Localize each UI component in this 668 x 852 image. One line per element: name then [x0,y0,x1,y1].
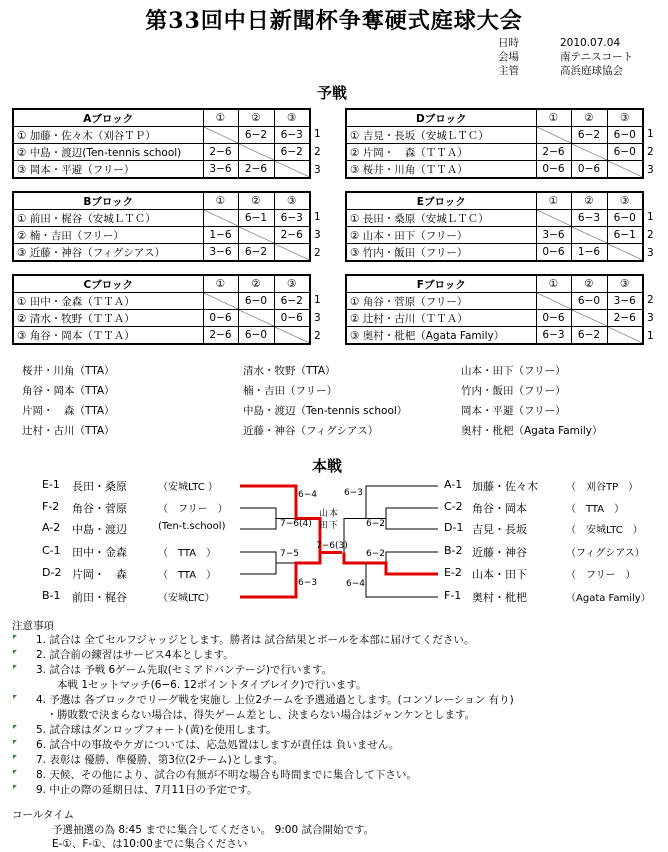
self-match-cell [203,293,238,310]
bracket-club: （安城LTC ） [158,482,218,493]
block-name: Bブロック [13,192,203,210]
self-match-cell [607,327,643,345]
group-entry: 辻村・古川（TTA） [22,425,115,437]
match-score: 2−6 [607,310,643,327]
champion-char: 田 [319,521,329,531]
block-name: Aブロック [13,109,203,127]
bracket-line [240,552,276,563]
bracket-player: 長田・桑原 [72,480,127,493]
call-title: コールタイム [12,809,75,821]
block-table [12,191,311,262]
match-score: 6−3 [274,127,310,144]
table-row [13,293,310,310]
match-score: 0−6 [536,310,571,327]
group-entry: 近藤・神谷（フィグシアス） [243,425,379,437]
team-name: ① 長田・桑原（安城ＬＴＣ） [346,210,536,227]
bracket-player: 角谷・岡本 [472,502,527,515]
col-header: ① [203,275,238,293]
block-name: Cブロック [13,275,203,293]
col-header: ③ [274,109,310,127]
team-name: ③ 角谷・岡本（ＴＴＡ） [13,327,203,345]
match-score: 1−6 [571,244,607,262]
group-entry: 中島・渡辺（Ten-tennis school） [243,405,408,417]
bracket-club: （ 刈谷TP ） [566,482,639,493]
table-row [13,161,310,179]
block-table [345,191,644,262]
note-line: ・勝敗数で決まらない場合は、得失ゲーム差とし、決まらない場合はジャンケンとします。 [36,709,476,721]
match-score: 6−2 [571,327,607,345]
block-rank: 1 [314,211,321,223]
bracket-score: 7−6(3) [316,541,348,551]
note-line: 2. 試合前の練習はサービス4本とします。 [36,649,234,661]
match-score: 0−6 [274,310,310,327]
team-name: ③ 奥村・枇杷（Agata Family） [346,327,536,345]
prelim-heading: 予戦 [317,84,348,102]
self-match-cell [238,310,274,327]
match-score: 6−3 [274,210,310,227]
bracket-seed: D-1 [444,521,464,534]
col-header: ② [238,109,274,127]
team-name: ① 前田・梶谷（安城ＬＴＣ） [13,210,203,227]
table-row [346,293,643,310]
match-score: 6−0 [607,144,643,161]
table-row [13,127,310,144]
block-table [345,274,644,345]
bracket-score: 6−4 [298,490,317,500]
table-row [13,310,310,327]
match-score: 6−3 [571,210,607,227]
match-score: 2−6 [536,144,571,161]
team-name: ② 山本・田下（フリー） [346,227,536,244]
note-mark-icon [13,770,17,774]
champion-char: 山 [319,509,329,519]
match-score: 3−6 [536,227,571,244]
bracket-seed: C-1 [42,544,61,557]
block-rank: 3 [647,164,654,176]
group-entry: 山本・田下（フリー） [461,365,566,377]
meta-value: 南テニスコート [560,51,634,63]
self-match-cell [238,227,274,244]
team-name: ③ 岡本・平避（フリー） [13,161,203,179]
col-header: ③ [607,192,643,210]
match-score: 3−6 [203,244,238,262]
match-score: 6−1 [607,227,643,244]
col-header: ① [536,109,571,127]
bracket-player: 加藤・佐々木 [472,480,538,493]
bracket-score: 7−6(4) [280,519,312,529]
meta-label: 日時 [498,37,519,49]
block-rank: 2 [647,229,654,241]
col-header: ② [238,192,274,210]
bracket-seed: B-1 [42,589,61,602]
self-match-cell [536,293,571,310]
meta-label: 会場 [498,51,519,63]
match-score: 3−6 [203,161,238,179]
call-line: E-①、F-①、は10:00までに集合ください [52,838,248,850]
block-rank: 1 [647,211,654,223]
match-score: 6−2 [238,127,274,144]
self-match-cell [536,127,571,144]
team-name: ② 片岡・ 森（ＴＴＡ） [346,144,536,161]
block-table [12,274,311,345]
bracket-club: （ TTA ） [158,570,217,581]
match-score: 6−0 [238,293,274,310]
self-match-cell [607,244,643,262]
table-row [13,327,310,345]
bracket-line [344,553,366,564]
block-name: Fブロック [346,275,536,293]
match-score: 6−0 [571,293,607,310]
team-name: ① 田中・金森（ＴＴＡ） [13,293,203,310]
note-mark-icon [13,755,17,759]
col-header: ② [571,109,607,127]
block-rank: 3 [647,247,654,259]
bracket-player: 田中・金森 [72,546,127,559]
note-line: 7. 表彰は 優勝、準優勝、第3位(2チーム)とします。 [36,754,284,766]
team-name: ② 辻村・古川（ＴＴＡ） [346,310,536,327]
match-score: 6−2 [274,144,310,161]
block-rank: 1 [647,330,654,342]
self-match-cell [274,327,310,345]
bracket-seed: F-2 [42,500,60,513]
bracket-line [240,486,296,513]
bracket-player: 前田・梶谷 [72,591,127,604]
note-line: 5. 試合球はダンロップフォート(黄)を使用します。 [36,724,277,736]
champion-char: 本 [329,509,339,519]
bracket-score: 6−2 [366,549,385,559]
bracket-club: （Agata Family） [566,593,651,604]
bracket-seed: B-2 [444,544,463,557]
col-header: ② [238,275,274,293]
group-entry: 岡本・平避（フリー） [461,405,566,417]
bracket-club: (Ten-t.school) [158,521,226,532]
note-line: 1. 試合は 全てセルフジャッジとします。勝者は 試合結果とボールを本部に届けてください。 [36,634,475,646]
bracket-club: （ フリー ） [158,504,228,515]
self-match-cell [274,161,310,179]
bracket-player: 中島・渡辺 [72,523,127,536]
table-row [346,227,643,244]
meta-value: 2010.07.04 [560,37,621,49]
bracket-seed: D-2 [42,566,62,579]
match-score: 6−2 [238,244,274,262]
match-score: 0−6 [203,310,238,327]
team-name: ③ 桜井・川角（ＴＴＡ） [346,161,536,179]
match-score: 0−6 [536,244,571,262]
note-line: 6. 試合中の事故やケガについては、応急処置はしますが責任は 負いません。 [36,739,400,751]
table-row [346,127,643,144]
page-title: 第33回中日新聞杯争奪硬式庭球大会 [145,8,523,34]
table-row [346,144,643,161]
team-name: ① 加藤・佐々木（刈谷ＴＰ） [13,127,203,144]
self-match-cell [571,310,607,327]
self-match-cell [203,127,238,144]
block-rank: 2 [314,247,321,259]
bracket-score: 6−3 [344,488,363,498]
col-header: ③ [274,192,310,210]
bracket-line [240,563,296,574]
match-score: 6−1 [238,210,274,227]
bracket-score: 7−5 [280,549,299,559]
self-match-cell [203,210,238,227]
col-header: ① [203,192,238,210]
bracket-club: （ 安城LTC ） [566,525,643,536]
block-rank: 3 [647,312,654,324]
team-name: ① 吉見・長坂（安城ＬＴＣ） [346,127,536,144]
bracket-seed: F-1 [444,589,462,602]
note-mark-icon [13,665,17,669]
note-line: 9. 中止の際の延期日は、7月11日の予定です。 [36,784,258,796]
call-line: 予選抽選の為 8:45 までに集合してください。 9:00 試合開始です。 [52,824,375,836]
match-score: 1−6 [203,227,238,244]
col-header: ③ [607,275,643,293]
notes-title: 注意事項 [12,620,54,632]
bracket-player: 角谷・菅原 [72,502,127,515]
block-rank: 2 [314,330,321,342]
match-score: 2−6 [203,327,238,345]
bracket-seed: E-1 [42,478,60,491]
bracket-score: 6−4 [346,579,365,589]
block-table [345,108,644,179]
block-rank: 2 [314,146,321,158]
match-score: 6−0 [607,210,643,227]
col-header: ② [571,192,607,210]
team-name: ③ 近藤・神谷（フィグシアス） [13,244,203,262]
bracket-line [366,563,438,597]
block-rank: 2 [647,294,654,306]
note-mark-icon [13,725,17,729]
self-match-cell [274,244,310,262]
table-row [13,144,310,161]
match-score: 0−6 [536,161,571,179]
table-row [346,327,643,345]
bracket-line [366,486,438,519]
col-header: ① [536,192,571,210]
match-score: 6−0 [238,327,274,345]
note-mark-icon [13,650,17,654]
champion-char: 下 [329,521,339,531]
col-header: ③ [274,275,310,293]
meta-label: 主管 [498,65,519,77]
self-match-cell [536,210,571,227]
table-row [13,244,310,262]
team-name: ② 中島・渡辺(Ten-tennis school) [13,144,203,161]
table-row [346,310,643,327]
note-mark-icon [13,785,17,789]
bracket-club: （ TTA ） [158,548,217,559]
bracket-club: （ TTA ） [566,504,625,515]
block-rank: 2 [647,146,654,158]
table-row [13,227,310,244]
bracket-club: （安城LTC） [158,593,215,604]
block-rank: 3 [314,312,321,324]
col-header: ② [571,275,607,293]
match-score: 2−6 [274,227,310,244]
match-score: 6−2 [571,127,607,144]
team-name: ② 清水・牧野（ＴＴＡ） [13,310,203,327]
match-score: 6−3 [536,327,571,345]
bracket-line [240,519,276,530]
group-entry: 角谷・岡本（TTA） [22,385,115,397]
note-mark-icon [13,695,17,699]
bracket-score: 6−3 [298,578,317,588]
match-score: 2−6 [238,161,274,179]
block-rank: 1 [314,294,321,306]
table-row [346,161,643,179]
team-name: ② 楠・吉田（フリー） [13,227,203,244]
self-match-cell [238,144,274,161]
bracket-player: 山本・田下 [472,568,527,581]
block-rank: 1 [314,128,321,140]
col-header: ① [536,275,571,293]
note-line: 4. 予選は 各ブロックでリーグ戦を実施し 上位2チームを予選通過とします。(コンソレーション 有り) [36,694,514,706]
match-score: 6−0 [607,127,643,144]
note-line: 本戦 1セットマッチ(6−6. 12ポイントタイブレイク)で行います。 [36,679,367,691]
block-rank: 1 [647,128,654,140]
table-row [346,244,643,262]
bracket-club: （フィグシアス） [566,548,645,559]
table-row [346,210,643,227]
group-entry: 桜井・川角（TTA） [22,365,115,377]
bracket-player: 近藤・神谷 [472,546,527,559]
self-match-cell [607,161,643,179]
bracket-seed: C-2 [444,500,463,513]
match-score: 3−6 [607,293,643,310]
group-entry: 楠・吉田（フリー） [243,385,338,397]
col-header: ① [203,109,238,127]
team-name: ③ 竹内・飯田（フリー） [346,244,536,262]
bracket-line [366,563,438,574]
bracket-player: 吉見・長坂 [472,523,527,536]
match-score: 6−2 [274,293,310,310]
bracket-player: 片岡・ 森 [72,568,127,581]
block-rank: 3 [314,164,321,176]
col-header: ③ [607,109,643,127]
group-entry: 奥村・枇杷（Agata Family） [461,425,603,437]
block-table [12,108,311,179]
bracket-line [386,552,438,563]
group-entry: 竹内・飯田（フリー） [461,385,566,397]
group-entry: 片岡・ 森（TTA） [22,405,115,417]
meta-value: 高浜庭球協会 [560,65,623,77]
note-mark-icon [13,635,17,639]
bracket-seed: A-2 [42,521,61,534]
bracket-line [366,508,438,519]
bracket-club: （ フリー ） [566,570,636,581]
bracket-seed: E-2 [444,566,462,579]
note-line: 8. 天候、その他により、試合の有無が不明な場合も時間までに集合して下さい。 [36,769,417,781]
block-rank: 3 [314,229,321,241]
bracket-seed: A-1 [444,478,463,491]
bracket-line [240,508,296,519]
self-match-cell [571,227,607,244]
main-heading: 本戦 [312,457,343,475]
block-name: Eブロック [346,192,536,210]
note-line: 3. 試合は 予戦 6ゲーム先取(セミアドバンテージ)で行います。 [36,664,333,676]
note-mark-icon [13,740,17,744]
table-row [13,210,310,227]
group-entry: 清水・牧野（TTA） [243,365,336,377]
match-score: 0−6 [571,161,607,179]
bracket-score: 6−2 [366,519,385,529]
block-name: Dブロック [346,109,536,127]
self-match-cell [571,144,607,161]
bracket-line [240,553,320,598]
bracket-line [386,519,438,530]
match-score: 2−6 [203,144,238,161]
team-name: ① 角谷・菅原（フリー） [346,293,536,310]
bracket-player: 奥村・枇杷 [472,591,527,604]
